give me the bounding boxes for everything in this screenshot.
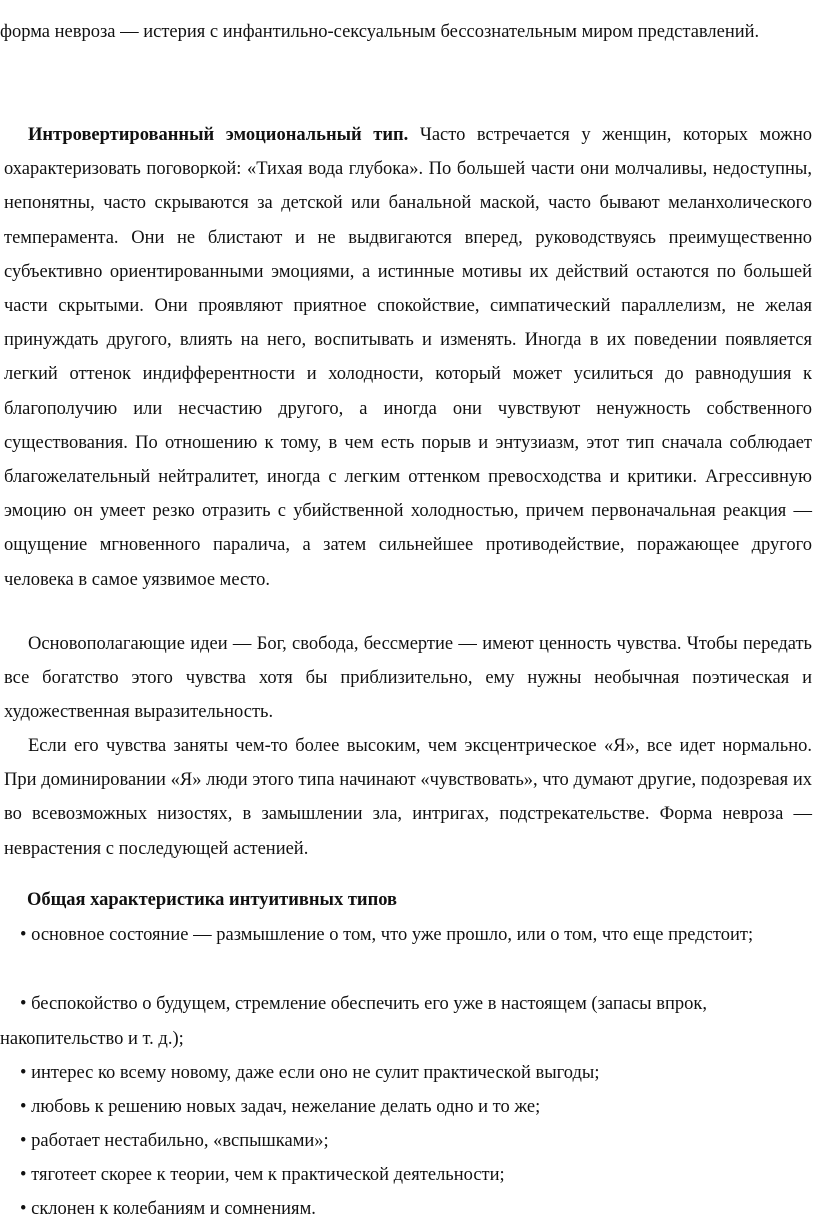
feelings-text: Если его чувства заняты чем-то более высоким, чем эксцентрическое «Я», все идет нормально. При доминировании «Я» люди этого типа начинают «чувствовать», что думают другие, подозревая их во всевозможных низостях, в замышлении зла, интригах, подстрекательстве. Форма невроза — неврастения с последующей астенией. (4, 736, 812, 859)
list-item (0, 1124, 812, 1159)
list-item (0, 987, 812, 1056)
section-heading: Общая характеристика интуитивных типов (27, 890, 398, 910)
list-item-text: любовь к решению новых задач, нежелание делать одно и то же; (31, 1097, 541, 1117)
bullet-icon: • (20, 925, 27, 945)
introvert-paragraph (4, 118, 812, 597)
list-item-text: работает нестабильно, «вспышками»; (31, 1131, 329, 1151)
bullet-icon: • (20, 994, 27, 1014)
bullet-icon: • (20, 1165, 27, 1185)
ideas-paragraph (4, 627, 812, 730)
bullet-icon: • (20, 1063, 27, 1083)
list-item (0, 1090, 812, 1125)
introvert-text: Часто встречается у женщин, которых можно охарактеризовать поговоркой: «Тихая вода глубока». По большей части они молчаливы, недоступны, непонятны, часто скрываются за детской или банальной маской, часто бывают меланхолического темперамента. Они не блистают и не выдвигаются вперед, руководствуясь преимущественно субъективно ориентированными эмоциями, а истинные мотивы их действий остаются по большей части скрытыми. Они проявляют приятное спокойствие, симпатический параллелизм, не желая принуждать другого, влиять на него, воспитывать и изменять. Иногда в их поведении появляется легкий оттенок индифферентности и холодности, который может усилиться до равнодушия к благополучию или несчастию другого, а иногда они чувствуют ненужность собственного существования. По отношению к тому, в чем есть порыв и энтузиазм, этот тип сначала соблюдает благожелательный нейтралитет, иногда с легким оттенком превосходства и критики. Агрессивную эмоцию он умеет резко отразить с убийственной холодностью, причем первоначальная реакция — ощущение мгновенного паралича, а затем сильнейшее противодействие, поражающее другого человека в самое уязвимое место. (4, 125, 812, 590)
bullet-icon: • (20, 1131, 27, 1151)
list-item-text: тяготеет скорее к теории, чем к практической деятельности; (31, 1165, 505, 1185)
bullet-icon: • (20, 1199, 27, 1219)
bullet-icon: • (20, 1097, 27, 1117)
intro-text: форма невроза — истерия с инфантильно-сексуальным бессознательным миром представлений. (0, 22, 760, 42)
list-item-text: беспокойство о будущем, стремление обеспечить его уже в настоящем (запасы впрок, накопительство и т. д.); (0, 994, 707, 1049)
feelings-paragraph (4, 729, 812, 866)
intro-paragraph (0, 15, 812, 49)
ideas-text: Основополагающие идеи — Бог, свобода, бессмертие — имеют ценность чувства. Чтобы передать все богатство этого чувства хотя бы приблизительно, ему нужны необычная поэтическая и художественная выразительность. (4, 634, 812, 723)
list-item-text: основное состояние — размышление о том, что уже прошло, или о том, что еще предстоит; (31, 925, 754, 945)
list-item (0, 918, 812, 953)
list-item (0, 1158, 812, 1193)
introvert-title: Интровертированный эмоциональный тип. (28, 125, 409, 145)
list-item (0, 1056, 812, 1091)
list-item-text: склонен к колебаниям и сомнениям. (31, 1199, 316, 1219)
list-item-text: интерес ко всему новому, даже если оно не сулит практической выгоды; (31, 1063, 600, 1083)
list-item (0, 1192, 812, 1227)
